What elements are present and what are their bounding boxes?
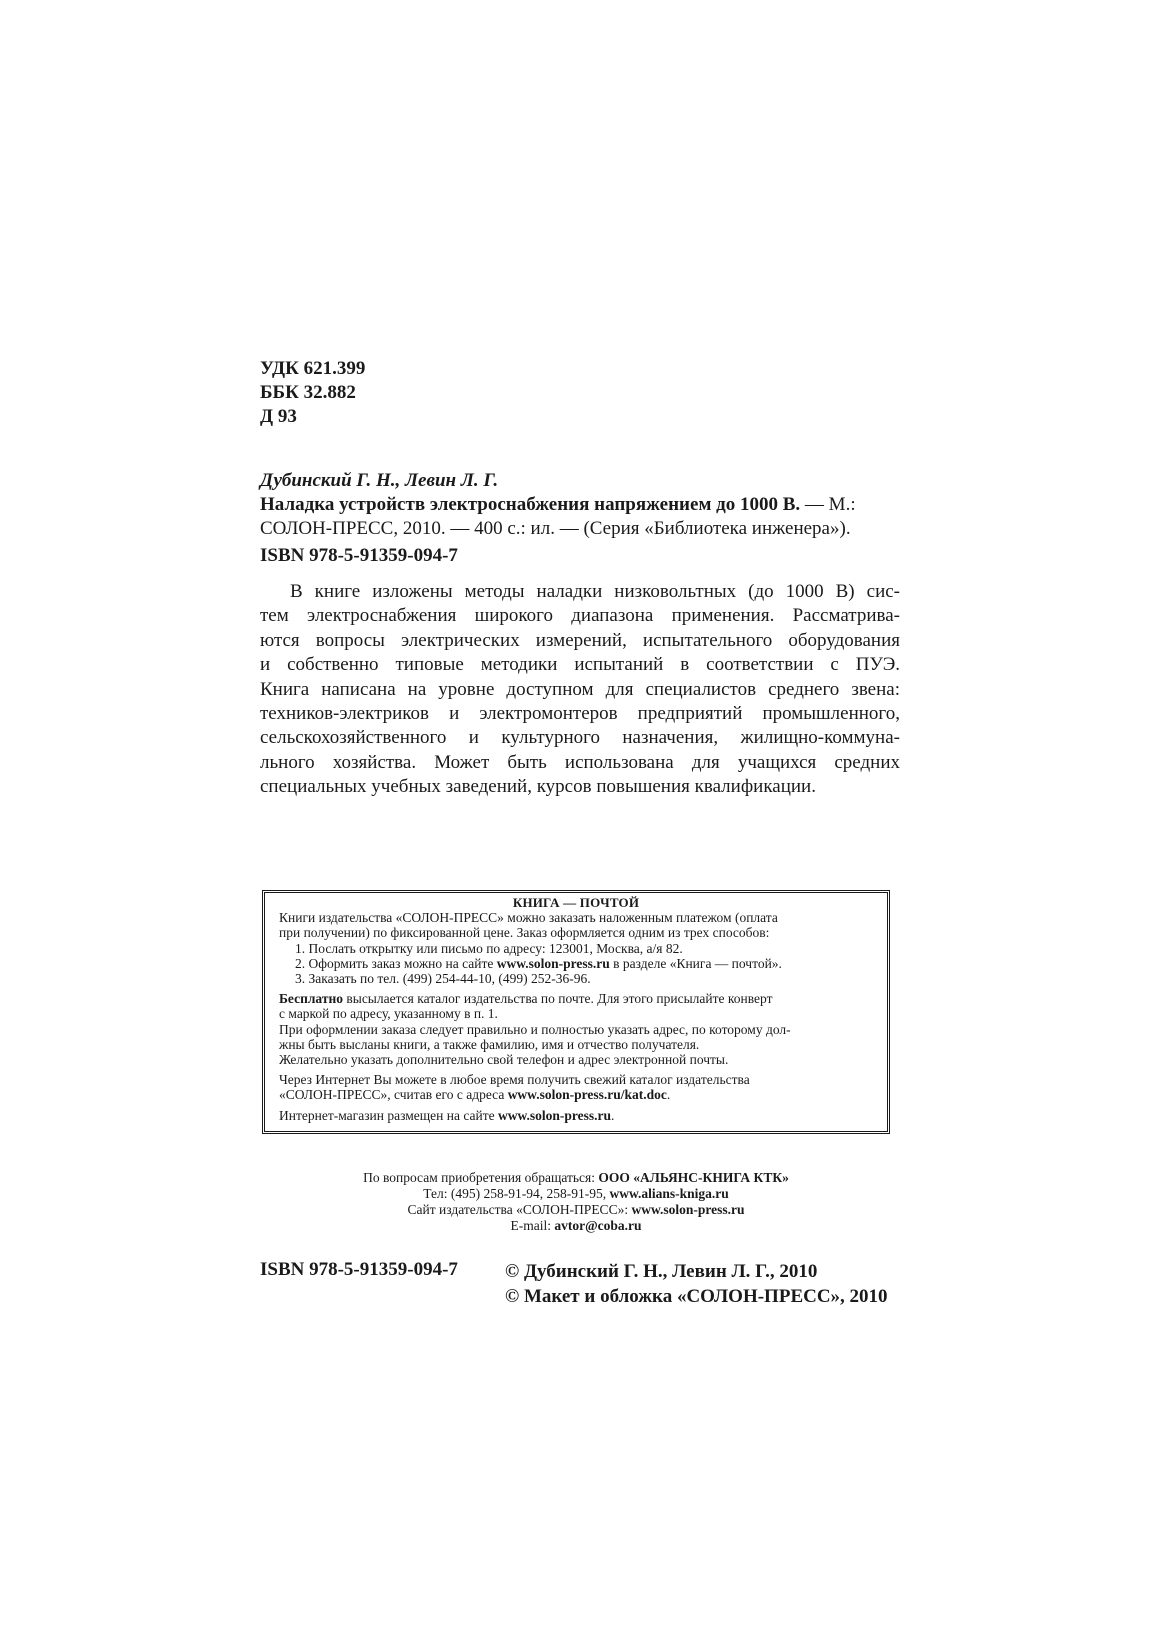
catalog-link[interactable]: www.solon-press.ru/kat.doc <box>507 1087 667 1103</box>
bibliographic-record <box>260 469 900 541</box>
distributor-name: ООО «АЛЬЯНС-КНИГА КТК» <box>598 1170 789 1185</box>
isbn-bottom: ISBN 978-5-91359-094-7 <box>260 1259 458 1280</box>
book-title-line <box>260 493 900 517</box>
order-way-site <box>279 956 873 971</box>
annotation-line: В книге изложены методы наладки низковольтных (до 1000 В) сис- <box>290 581 900 602</box>
alians-link[interactable]: www.alians-kniga.ru <box>609 1186 729 1201</box>
free-catalog-text: высылается каталог издательства по почте. Для этого присылайте конверт <box>343 991 773 1007</box>
order-way-mail: 1. Послать открытку или письмо по адресу: 123001, Москва, а/я 82. <box>295 940 683 956</box>
classification-codes <box>260 357 365 429</box>
internet-catalog-text: . <box>666 1087 671 1103</box>
book-title: Наладка устройств электроснабжения напряжением до 1000 В. <box>260 494 801 515</box>
bbk-code: ББК 32.882 <box>260 382 356 403</box>
publisher-site-link[interactable]: www.solon-press.ru <box>631 1202 745 1217</box>
solon-press-link[interactable]: www.solon-press.ru <box>496 955 610 971</box>
order-instructions: При оформлении заказа следует правильно и полностью указать адрес, по которому дол- <box>279 1021 791 1037</box>
email-line <box>262 1218 890 1234</box>
free-catalog-bold: Бесплатно <box>279 991 343 1007</box>
publisher-site-line <box>262 1202 890 1218</box>
annotation <box>260 580 900 800</box>
order-way-site-text: 2. Оформить заказ можно на сайте <box>295 955 497 971</box>
isbn-top: ISBN 978-5-91359-094-7 <box>260 545 458 566</box>
copyright-authors: © Дубинский Г. Н., Левин Л. Г., 2010 <box>505 1261 818 1282</box>
author-mark: Д 93 <box>260 406 297 427</box>
order-instructions: Желательно указать дополнительно свой телефон и адрес электронной почты. <box>279 1052 729 1068</box>
annotation-line: Книга написана на уровне доступном для специалистов среднего звена: <box>260 678 900 700</box>
copyright-block <box>505 1259 888 1309</box>
annotation-line: тем электроснабжения широкого диапазона применения. Рассматрива- <box>260 605 900 627</box>
annotation-line: техников-электриков и электромонтеров предприятий промышленного, <box>260 703 900 725</box>
udk-code: УДК 621.399 <box>260 358 366 379</box>
annotation-line: специальных учебных заведений, курсов повышения квалификации. <box>260 776 816 798</box>
order-way-site-text: в разделе «Книга — почтой». <box>609 955 782 971</box>
contacts-block <box>262 1170 890 1234</box>
purchase-text: По вопросам приобретения обращаться: <box>363 1170 599 1185</box>
mail-order-intro: при получении) по фиксированной цене. Заказ оформляется одним из трех способов: <box>279 925 770 941</box>
order-way-phone: 3. Заказать по тел. (499) 254-44-10, (499) 252-36-96. <box>295 971 591 987</box>
mail-order-intro: Книги издательства «СОЛОН-ПРЕСС» можно заказать наложенным платежом (оплата <box>279 910 778 926</box>
annotation-line: и собственно типовые методики испытаний в соответствии с ПУЭ. <box>260 654 900 676</box>
book-title-tail: — М.: <box>800 494 856 515</box>
internet-catalog-text: «СОЛОН-ПРЕСС», считав его с адреса <box>279 1087 508 1103</box>
copyright-publisher: © Макет и обложка «СОЛОН-ПРЕСС», 2010 <box>505 1286 888 1307</box>
online-shop-text: Интернет-магазин размещен на сайте <box>279 1107 498 1123</box>
email-link[interactable]: avtor@coba.ru <box>554 1218 642 1233</box>
annotation-line: сельскохозяйственного и культурного назначения, жилищно-коммуна- <box>260 727 900 749</box>
internet-catalog-line <box>279 1087 873 1102</box>
online-shop-line <box>279 1108 873 1123</box>
free-catalog-line <box>279 991 873 1006</box>
free-catalog-line: с маркой по адресу, указанному в п. 1. <box>279 1006 498 1022</box>
shop-link[interactable]: www.solon-press.ru <box>498 1107 612 1123</box>
email-label: E-mail: <box>510 1218 555 1233</box>
phone-line <box>262 1186 890 1202</box>
order-instructions: жны быть высланы книги, а также фамилию, имя и отчество получателя. <box>279 1036 700 1052</box>
publication-info: СОЛОН-ПРЕСС, 2010. — 400 с.: ил. — (Серия «Библиотека инженера»). <box>260 518 851 539</box>
online-shop-text: . <box>611 1107 615 1123</box>
publisher-site-text: Сайт издательства «СОЛОН-ПРЕСС»: <box>407 1202 632 1217</box>
internet-catalog-line: Через Интернет Вы можете в любое время получить свежий каталог издательства <box>279 1072 750 1088</box>
mail-order-title: КНИГА — ПОЧТОЙ <box>512 895 640 910</box>
mail-order-box <box>262 890 890 1134</box>
phone-text: Тел: (495) 258-91-94, 258-91-95, <box>423 1186 610 1201</box>
purchase-line <box>262 1170 890 1186</box>
annotation-line: ются вопросы электрических измерений, испытательного оборудования <box>260 629 900 651</box>
book-authors: Дубинский Г. Н., Левин Л. Г. <box>260 470 499 491</box>
annotation-line: льного хозяйства. Может быть использована для учащихся средних <box>260 751 900 773</box>
